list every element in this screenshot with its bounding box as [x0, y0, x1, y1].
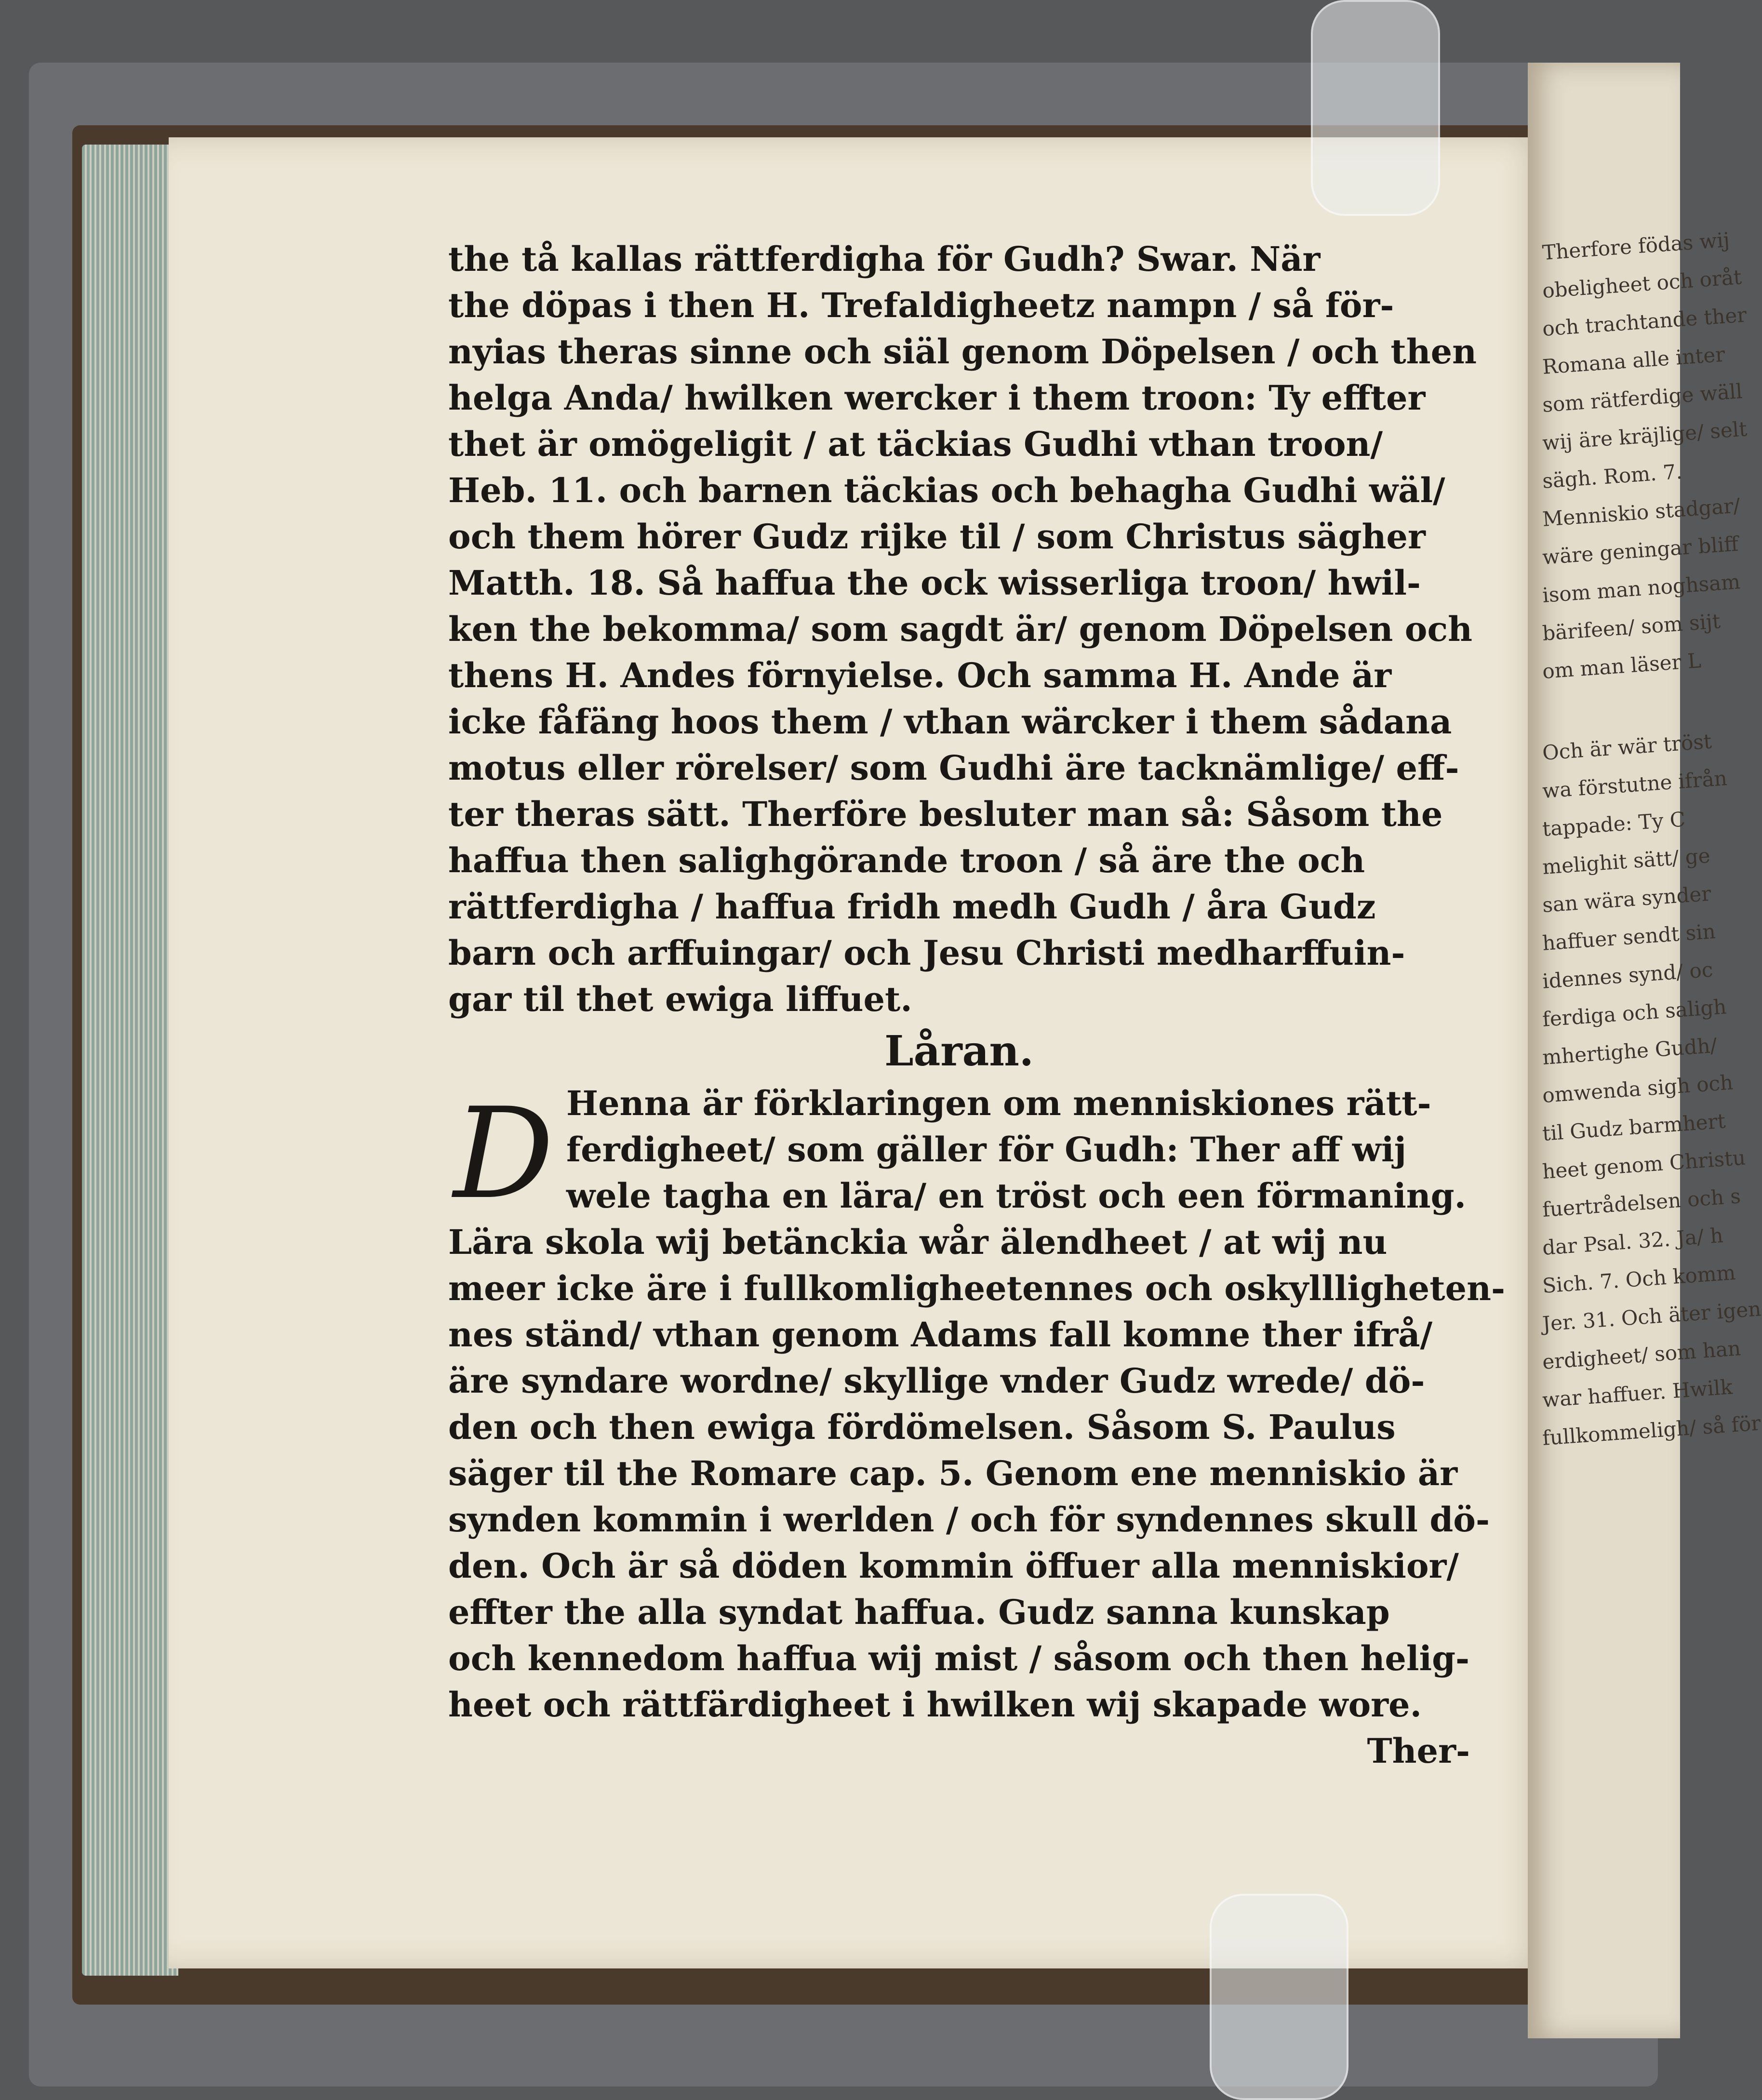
right-page-line: dar Psal. 32. Ja/ h: [1541, 1223, 1724, 1260]
right-page-line: Och är wär tröst: [1541, 729, 1713, 765]
right-page-line: wa förstutne ifrån: [1541, 766, 1728, 803]
right-page-fragment: [1528, 63, 1762, 2038]
right-page-line: tappade: Ty C: [1541, 807, 1686, 841]
text-line: rättferdigha / haffua fridh medh Gudh / åra Gudz: [448, 887, 1376, 927]
right-page-line: haffuer sendt sin: [1541, 919, 1717, 955]
text-line: den och then ewiga fördömelsen. Såsom S. Paulus: [448, 1407, 1396, 1447]
text-line: meer icke äre i fullkomligheetennes och oskyllligheten-: [448, 1268, 1506, 1308]
text-line: nyias theras sinne och siäl genom Döpelsen / och then: [448, 332, 1477, 372]
right-page-line: och trachtande ther: [1541, 303, 1748, 341]
page-edges: [82, 145, 178, 1976]
text-line: synden kommin i werlden / och för syndennes skull dö-: [448, 1500, 1490, 1540]
text-line: Matth. 18. Så haffua the ock wisserliga troon/ hwil-: [448, 563, 1421, 603]
right-page-line: isom man noghsam: [1541, 570, 1741, 607]
right-page-line: ferdiga och saligh: [1541, 995, 1727, 1031]
decorated-initial: D: [453, 1081, 554, 1227]
text-line: äre syndare wordne/ skyllige vnder Gudz wrede/ dö-: [448, 1361, 1425, 1401]
right-page-line: bärifeen/ som sijt: [1541, 609, 1722, 645]
main-text: [448, 236, 1506, 1774]
right-page-line: som rätferdige wäll: [1541, 379, 1743, 417]
right-page-line: Romana alle inter: [1541, 342, 1726, 379]
right-page-line: Sich. 7. Och komm: [1541, 1261, 1736, 1298]
paragraph-bottom: [448, 1219, 1506, 1728]
section-heading: Låran.: [884, 1027, 1034, 1076]
right-page-line: [1541, 688, 1681, 727]
text-line: gar til thet ewiga liffuet.: [448, 979, 912, 1019]
right-page-line: wäre geningar bliff: [1541, 532, 1739, 569]
text-line: ferdigheet/ som gäller för Gudh: Ther aff wij: [566, 1130, 1406, 1170]
clip-bottom: [1210, 1894, 1348, 2100]
text-line: ken the bekomma/ som sagdt är/ genom Döpelsen och: [448, 609, 1472, 649]
text-line: ter theras sätt. Therföre besluter man så: Såsom the: [448, 794, 1443, 834]
text-line: the döpas i then H. Trefaldigheetz nampn / så för-: [448, 285, 1394, 325]
right-page-line: erdigheet/ som han: [1541, 1336, 1742, 1374]
right-page-line: fullkommeligh/ så för: [1541, 1411, 1762, 1450]
right-page-line: om man läser L: [1541, 649, 1702, 683]
text-line: thet är omögeligit / at täckias Gudhi vthan troon/: [448, 424, 1383, 464]
right-page-lines: [1528, 63, 1762, 1450]
text-line: den. Och är så döden kommin öffuer alla menniskior/: [448, 1546, 1459, 1586]
text-line: haffua then salighgörande troon / så äre the och: [448, 840, 1365, 880]
text-line: the tå kallas rättferdigha för Gudh? Swar. När: [448, 239, 1321, 279]
right-page-line: omwenda sigh och: [1541, 1070, 1734, 1107]
text-line: barn och arffuingar/ och Jesu Christi medharffuin-: [448, 933, 1405, 973]
text-line: Lära skola wij betänckia wår älendheet / at wij nu: [448, 1222, 1388, 1262]
paragraph-top: [448, 236, 1477, 1023]
text-line: helga Anda/ hwilken wercker i them troon: Ty effter: [448, 378, 1426, 418]
text-line: nes ständ/ vthan genom Adams fall komne ther ifrå/: [448, 1315, 1433, 1355]
right-page-line: Jer. 31. Och äter igen: [1541, 1297, 1762, 1336]
right-page-line: idennes synd/ oc: [1541, 957, 1714, 993]
right-page-line: sägh. Rom. 7.: [1541, 459, 1683, 493]
text-line: och kennedom haffua wij mist / såsom och then helig-: [448, 1638, 1470, 1678]
catchword: Ther-: [1367, 1731, 1470, 1771]
right-page-line: fuertrådelsen och s: [1541, 1184, 1742, 1222]
right-page-line: mhertighe Gudh/: [1541, 1033, 1718, 1069]
text-line: säger til the Romare cap. 5. Genom ene menniskio är: [448, 1453, 1458, 1493]
text-line: motus eller rörelser/ som Gudhi äre tacknämlige/ eff-: [448, 748, 1459, 788]
right-page-line: san wära synder: [1541, 881, 1712, 917]
text-line: och them hörer Gudz rijke til / som Christus sägher: [448, 517, 1426, 557]
right-page-line: til Gudz barmhert: [1541, 1109, 1726, 1145]
text-line: effter the alla syndat haffua. Gudz sanna kunskap: [448, 1592, 1390, 1632]
paragraph-initial: [566, 1080, 1470, 1219]
right-page-line: war haffuer. Hwilk: [1541, 1375, 1734, 1412]
text-line: wele tagha en lära/ en tröst och een förmaning.: [566, 1176, 1466, 1216]
text-line: thens H. Andes förnyielse. Och samma H. Ande är: [448, 655, 1392, 695]
text-line: Henna är förklaringen om menniskiones rätt-: [566, 1083, 1431, 1123]
text-line: Heb. 11. och barnen täckias och behagha Gudhi wäl/: [448, 470, 1445, 510]
text-line: icke fåfäng hoos them / vthan wärcker i them sådana: [448, 702, 1452, 742]
right-page-line: Therfore födas wij: [1541, 227, 1731, 265]
right-page-line: heet genom Christu: [1541, 1145, 1747, 1183]
clip-top: [1311, 0, 1440, 216]
right-page-line: melighit sätt/ ge: [1541, 843, 1711, 879]
right-page-line: wij äre kräjlige/ selt: [1541, 417, 1748, 455]
right-page-line: obeligheet och oråt: [1541, 265, 1743, 303]
text-line: heet och rättfärdigheet i hwilken wij skapade wore.: [448, 1685, 1422, 1725]
right-page-line: Menniskio stadgar/: [1541, 493, 1741, 531]
